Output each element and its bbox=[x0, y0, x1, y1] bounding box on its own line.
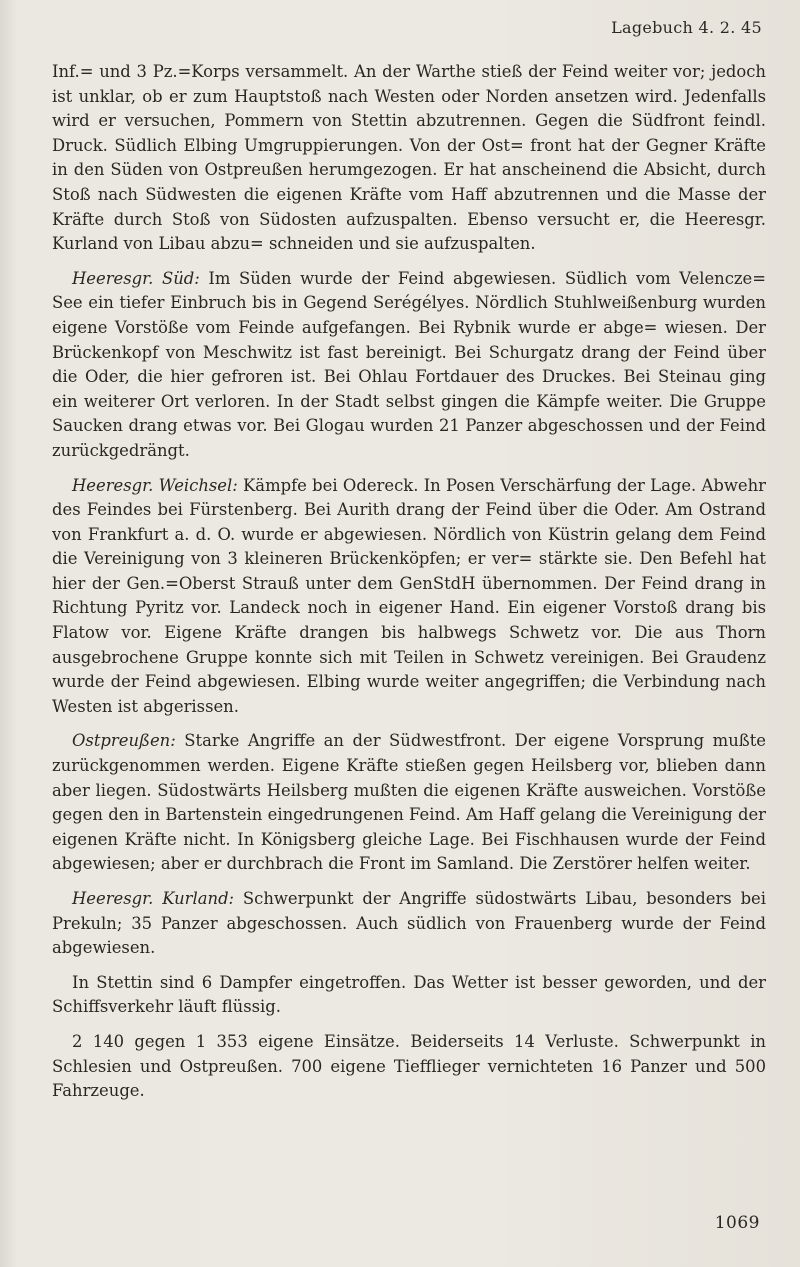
paragraph-text: Inf.= und 3 Pz.=Korps versammelt. An der Warthe stieß der Feind weiter vor; jedoch ist unklar, ob er zum Hauptstoß nach Westen oder Norden ansetzen wird. Jedenfalls wird er versuchen, Pommern von Stettin abzutrennen. Gegen die Südfront feindl. Druck. Südlich Elbing Umgruppierungen. Von der Ost= front hat der Gegner Kräfte in den Süden von Ostpreußen herumgezogen. Er hat anscheinend die Absicht, durch Stoß nach Südwesten die eigenen Kräfte vom Haff abzutrennen und die Masse der Kräfte durch Stoß von Südosten aufzuspalten. Ebenso versucht er, die Heeresgr. Kurland von Libau abzu= schneiden und sie aufzuspalten. bbox=[52, 62, 766, 254]
paragraph-luftwaffe bbox=[52, 1030, 766, 1104]
body-text bbox=[52, 60, 766, 1114]
section-lead: Heeresgr. Süd: bbox=[72, 268, 200, 288]
section-lead: Heeresgr. Weichsel: bbox=[72, 475, 238, 495]
paragraph-text: 2 140 gegen 1 353 eigene Einsätze. Beiderseits 14 Verluste. Schwerpunkt in Schlesien und Ostpreußen. 700 eigene Tiefflieger vernichteten 16 Panzer und 500 Fahrzeuge. bbox=[52, 1031, 766, 1101]
paragraph-ostpreussen bbox=[52, 729, 766, 877]
paragraph-heeresgr-sued bbox=[52, 267, 766, 464]
paragraph-heeresgr-kurland bbox=[52, 887, 766, 961]
paragraph-text: Starke Angriffe an der Südwestfront. Der eigene Vorsprung mußte zurückgenommen werden. Eigene Kräfte stießen gegen Heilsberg vor, blieben dann aber liegen. Südostwärts Heilsberg mußten die eigenen Kräfte ausweichen. Vorstöße gegen den in Bartenstein eingedrungenen Feind. Am Haff gelang die Vereinigung der eigenen Kräfte nicht. In Königsberg gleiche Lage. Bei Fischhausen wurde der Feind abgewiesen; aber er durchbrach die Front im Samland. Die Zerstörer helfen weiter. bbox=[52, 731, 766, 874]
paragraph-text: Schwerpunkt der Angriffe südostwärts Libau, besonders bei Prekuln; 35 Panzer abgeschossen. Auch südlich von Frauenberg wurde der Feind abgewiesen. bbox=[52, 889, 767, 958]
paragraph-stettin bbox=[52, 971, 766, 1020]
paragraph-text: Im Süden wurde der Feind abgewiesen. Südlich vom Velencze= See ein tiefer Einbruch bis in Gegend Serégélyes. Nördlich Stuhlweißenburg wurden eigene Vorstöße vom Feinde aufgefangen. Bei Rybnik wurde er abge= wiesen. Der Brückenkopf von Meschwitz ist fast bereinigt. Bei Schurgatz drang der Feind über die Oder, die hier gefroren ist. Bei Ohlau Fortdauer des Druckes. Bei Steinau ging ein weiterer Ort verloren. In der Stadt selbst gingen die Kämpfe weiter. Die Gruppe Saucken drang etwas vor. Bei Glogau wurden 21 Panzer abgeschossen und der Feind zurückgedrängt. bbox=[52, 268, 766, 460]
paragraph-text: Kämpfe bei Odereck. In Posen Verschärfung der Lage. Abwehr des Feindes bei Fürstenberg. Bei Aurith drang der Feind über die Oder. Am Ostrand von Frankfurt a. d. O. wurde er abgewiesen. Nördlich von Küstrin gelang dem Feind die Vereinigung von 3 kleineren Brückenköpfen; er ver= stärkte sie. Den Befehl hat hier der Gen.=Oberst Strauß unter dem GenStdH übernommen. Der Feind drang in Richtung Pyritz vor. Landeck noch in eigener Hand. Ein eigener Vorstoß drang bis Flatow vor. Eigene Kräfte drangen bis halbwegs Schwetz vor. Die aus Thorn ausgebrochene Gruppe konnte sich mit Teilen in Schwetz vereinigen. Bei Graudenz wurde der Feind abgewiesen. Elbing wurde weiter angegriffen; die Verbindung nach Westen ist abgerissen. bbox=[52, 475, 766, 716]
page-number: 1069 bbox=[714, 1213, 760, 1233]
section-lead: Heeresgr. Kurland: bbox=[72, 889, 235, 908]
paragraph-heeresgr-weichsel bbox=[52, 474, 766, 720]
section-lead: Ostpreußen: bbox=[72, 731, 176, 751]
paragraph-intro bbox=[52, 60, 766, 257]
running-head: Lagebuch 4. 2. 45 bbox=[611, 18, 762, 37]
paragraph-text: In Stettin sind 6 Dampfer eingetroffen. Das Wetter ist besser geworden, und der Schiffsverkehr läuft flüssig. bbox=[52, 972, 766, 1017]
